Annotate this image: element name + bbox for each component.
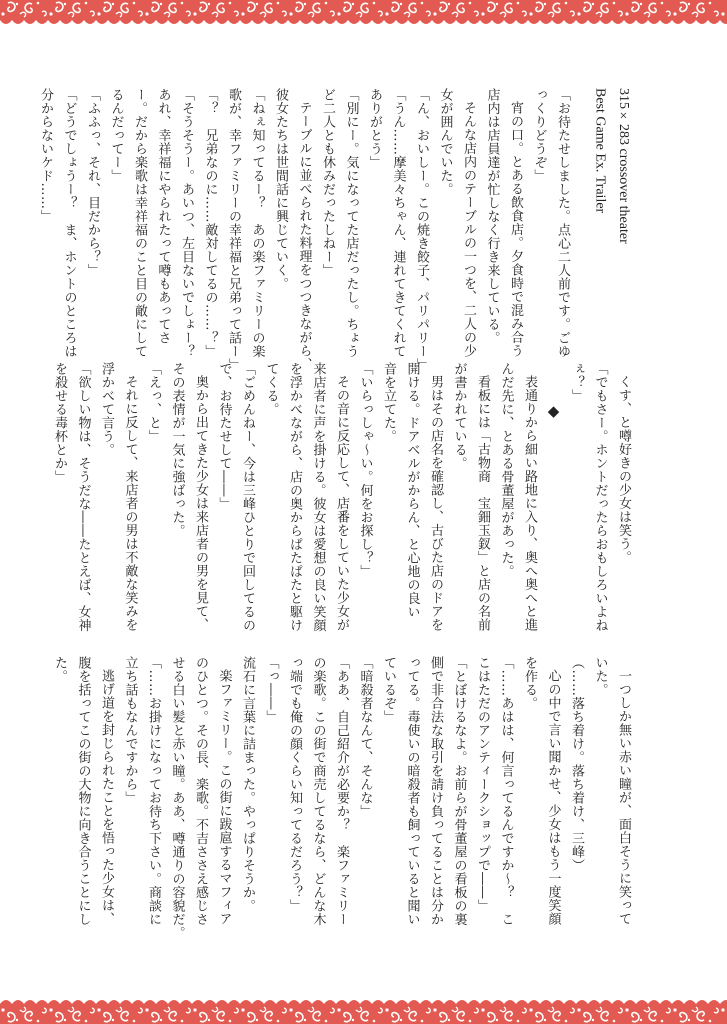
body-line: その表情が一気に強ばった。 xyxy=(169,362,185,538)
body-line: 「ん、おいしー。この焼き餃子、パリパリー」 xyxy=(414,88,429,372)
body-line: 歌が、幸ファミリーの幸祥福と兄弟って話ー」 xyxy=(226,88,241,372)
body-line: 「お待たせしました。点心二人前です。ごゆ xyxy=(555,88,570,358)
body-line: が書かれている。 xyxy=(451,362,467,470)
body-line: 「とぼけるなよ。お前らが骨董屋の看板の裏 xyxy=(451,656,467,926)
body-line: テーブルに並べられた料理をつつきながら、 xyxy=(296,101,312,371)
document-subtitle: Best Game Ex. Trailer xyxy=(592,88,608,214)
body-line: こはただのアンティークショップで――」 xyxy=(475,656,490,913)
body-line: 側で非合法な取引を請け負ってることは分か xyxy=(428,656,443,926)
body-line: るんだってー」 xyxy=(108,88,124,183)
body-line: のひとつ。その長、楽歌。不吉ささえ感じさ xyxy=(193,656,208,926)
body-line: 楽ファミリー。この街に跋扈するマフィア xyxy=(216,669,232,926)
text-band-2 xyxy=(48,362,636,647)
body-line: の楽歌。この街で商売してるなら、どんな木 xyxy=(310,656,326,926)
body-line: いた。 xyxy=(592,656,608,697)
body-line: 腹を括ってこの街の大物に向き合うことにし xyxy=(75,656,91,926)
body-line: 心の中で言い聞かせ、少女はもう一度笑顔 xyxy=(545,669,561,926)
body-line: 「？ 兄弟なのに……敵対してるの……？」 xyxy=(202,88,218,358)
body-line: 宵の口。とある飲食店。夕食時で混み合う xyxy=(508,101,523,358)
body-line: を浮かべながら、店の奥からぱたぱたと駆け xyxy=(287,362,302,632)
body-line: 「っ――」 xyxy=(263,656,279,724)
body-line: 開ける。ドアベルがからん、と心地の良い xyxy=(404,362,420,619)
top-damask-border xyxy=(0,0,727,28)
body-line: ぇ？」 xyxy=(569,362,584,403)
body-line: んだ先に、とある骨董屋があった。 xyxy=(498,362,514,578)
body-line: 「欲しい物は、そうだな――たとえば、女神 xyxy=(75,362,91,632)
body-line: 看板には「古物商 宝鈿玉釵」と店の名前 xyxy=(475,375,490,632)
body-line: 奥から出てきた少女は来店者の男を見て、 xyxy=(193,375,208,632)
body-line: そんな店内のテーブルの一つを、二人の少 xyxy=(461,101,476,358)
body-line: 流石に言葉に詰まった。やっぱりそうか。 xyxy=(240,656,255,913)
body-line: 「うん……摩美々ちゃん、連れてきてくれて xyxy=(390,88,406,358)
body-line: 「ふふっ、それ、目だから？」 xyxy=(85,88,100,277)
body-line: 「……お掛けになってお待ち下さい。商談に xyxy=(146,656,161,926)
body-line: っ端でも俺の顔くらい知ってるだろう？」 xyxy=(287,656,302,913)
body-line: 分からないケド……」 xyxy=(38,88,53,223)
body-line: 女が囲んでいた。 xyxy=(437,88,453,196)
body-line: 表通りから細い路地に入り、奥へ奥へと進 xyxy=(522,375,537,632)
body-line: 浮かべて言う。 xyxy=(99,362,114,457)
body-line: それに反して、来店者の男は不敵な笑みを xyxy=(122,375,138,632)
body-line: 男はその店名を確認し、古びた店のドアを xyxy=(428,375,443,632)
body-line: せる白い髪と赤い瞳。ああ、噂通りの容貌だ。 xyxy=(169,656,185,940)
body-line: を殺せる毒杯とか」 xyxy=(52,362,67,484)
body-line: ってる。毒使いの暗殺者も飼っていると聞い xyxy=(404,656,420,926)
body-line: ているぞ」 xyxy=(381,656,396,724)
body-line: 「……あはは、何言ってるんですか～？ こ xyxy=(498,656,514,926)
body-line: 一つしか無い赤い瞳が、面白そうに笑って xyxy=(616,669,631,926)
body-line: 「ああ、自己紹介が必要か？ 楽ファミリー xyxy=(334,656,349,926)
document-title: 315×283 crossover theater xyxy=(616,88,631,244)
body-line: 「ごめんねー、今は三峰ひとりで回してるの xyxy=(240,362,255,632)
body-line: ど二人とも休みだったしねー」 xyxy=(320,88,335,277)
body-line: っくりどうぞ」 xyxy=(531,88,547,183)
body-line: 彼女たちは世間話に興じていく。 xyxy=(273,88,288,291)
body-line: 逃げ道を封じられたことを悟った少女は、 xyxy=(99,669,114,926)
body-line: で、お待たせして――」 xyxy=(216,362,232,511)
body-line: 「えっ、と」 xyxy=(146,362,161,443)
text-band-1 xyxy=(34,88,636,372)
title-spacer xyxy=(574,88,588,314)
body-line: 「暗殺者なんて、そんな」 xyxy=(357,656,373,818)
body-line: 音を立てた。 xyxy=(381,362,396,443)
section-break-diamond-icon: ◆ xyxy=(544,402,563,421)
text-band-3 xyxy=(48,656,636,961)
body-line: その音に反応して、店番をしていた少女が xyxy=(334,375,349,632)
body-line: ありがとう」 xyxy=(367,88,382,169)
body-line: 「そうそうー。あいつ、左目ないでしょー？ xyxy=(179,88,194,358)
body-line: ー。だから楽歌は幸祥福のこと目の敵にして xyxy=(132,88,147,358)
body-line: 立ち話もなんですから」 xyxy=(122,656,138,805)
body-line: （……落ち着け。落ち着け、三峰） xyxy=(569,656,584,872)
body-line: 「ねぇ知ってるー？ あの楽ファミリーの楽 xyxy=(249,88,265,358)
body-line: を作る。 xyxy=(522,656,537,710)
body-line: 店内は店員達が忙しなく行き来している。 xyxy=(484,88,500,345)
body-line: 「でもさー。ホントだったらおもしろいよね xyxy=(592,362,608,632)
body-line: くす、と噂好きの少女は笑う。 xyxy=(616,375,631,564)
bottom-damask-border xyxy=(0,996,727,1024)
body-line: あれ、幸祥福にやられたって噂もあってさ xyxy=(155,88,171,345)
body-line: てくる。 xyxy=(263,362,279,416)
body-line: 「どうでしょうー？ ま、ホントのところは xyxy=(61,88,77,358)
body-line: 「いらっしゃ～い。何をお探し？」 xyxy=(357,362,373,578)
body-line: 「別にー。気になってた店だったし。ちょう xyxy=(343,88,359,358)
body-line: た。 xyxy=(52,656,67,683)
body-line: 来店者に声を掛ける。彼女は愛想の良い笑顔 xyxy=(310,362,326,632)
